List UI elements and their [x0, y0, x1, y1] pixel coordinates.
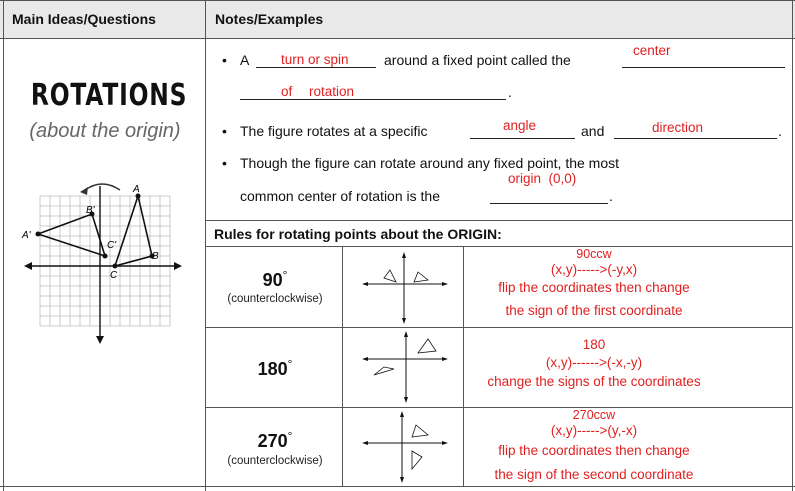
rule-90-direction: (counterclockwise) [227, 293, 323, 305]
header-bottom-border [0, 38, 795, 39]
rule-180-note-1: 180 [582, 337, 606, 352]
header-col1-label: Main Ideas/Questions [12, 11, 156, 27]
b2-text: The figure rotates at a specific [240, 123, 428, 139]
image-triangle [38, 214, 105, 256]
rules-row1-border [205, 327, 793, 328]
fill-angle: angle [503, 118, 537, 133]
rule-90-note-2: (x,y)----->(-y,x) [550, 262, 638, 277]
label-a: A [133, 184, 140, 195]
rule-270-note-2: (x,y)----->(y,-x) [550, 423, 638, 438]
rules-title: Rules for rotating points about the ORIGIN: [214, 226, 502, 242]
rotations-subtitle: (about the origin) [29, 120, 181, 142]
rule-180-note-3: change the signs of the coordinates [487, 374, 701, 389]
bullet-3-line2: common center of rotation is the . [240, 188, 613, 204]
fill-direction: direction [652, 120, 704, 135]
rotations-title: ROTATIONS [30, 78, 188, 113]
original-triangle [115, 196, 152, 266]
header-col2-label: Notes/Examples [215, 11, 324, 27]
label-b-prime: B' [86, 205, 95, 216]
bullet-1-line2: . [240, 84, 540, 104]
rotation-arc [85, 184, 120, 190]
rule-180-diagram [360, 331, 450, 403]
rule-270-note-3: flip the coordinates then change [498, 443, 690, 458]
rule-270-degree: 270° [257, 429, 293, 451]
graph-grid [40, 196, 170, 326]
header-notes [205, 0, 795, 38]
fill-origin: origin (0,0) [508, 171, 577, 186]
rotation-graph [20, 176, 185, 346]
graph-axes [28, 186, 180, 341]
rule-90-degree: 90° [262, 268, 288, 290]
rule-270-direction: (counterclockwise) [227, 455, 323, 467]
label-b: B [152, 251, 159, 262]
table-bottom-border [0, 486, 795, 487]
header-main-ideas [0, 0, 205, 38]
rule-90-diagram [360, 252, 450, 324]
label-c-prime: C' [107, 240, 117, 251]
rule-90-note-1: 90ccw [576, 247, 612, 261]
label-a-prime: A' [22, 230, 31, 241]
fill-of: of [281, 84, 293, 99]
fill-rotation: rotation [309, 84, 355, 99]
bullet-3: • Though the figure can rotate around any fixed point, the most [222, 155, 620, 171]
b1-mid: around a fixed point called the [384, 52, 571, 68]
bullet-2: • The figure rotates at a specific and . [222, 123, 782, 139]
bullet-1: • A around a fixed point called the [222, 52, 792, 72]
left-border [3, 0, 4, 491]
fill-center: center [633, 43, 671, 58]
rule-270-note-4: the sign of the second coordinate [494, 467, 694, 482]
rules-col1-divider [342, 246, 343, 486]
fill-turn-or-spin: turn or spin [281, 52, 349, 67]
rule-180-degree: 180° [257, 357, 293, 379]
rule-180-note-2: (x,y)------>(-x,-y) [545, 355, 643, 370]
table-top-border [0, 0, 795, 1]
rule-90-note-4: the sign of the first coordinate [505, 303, 683, 318]
rules-top-border [205, 220, 793, 221]
label-c: C [110, 270, 118, 281]
b1-a: A [240, 52, 250, 68]
b3-line1: Though the figure can rotate around any fixed point, the most [240, 155, 620, 171]
rule-270-note-1: 270ccw [572, 408, 616, 422]
axis-arrows [24, 262, 32, 270]
rule-90-note-3: flip the coordinates then change [498, 280, 690, 295]
rule-270-diagram [360, 411, 450, 483]
